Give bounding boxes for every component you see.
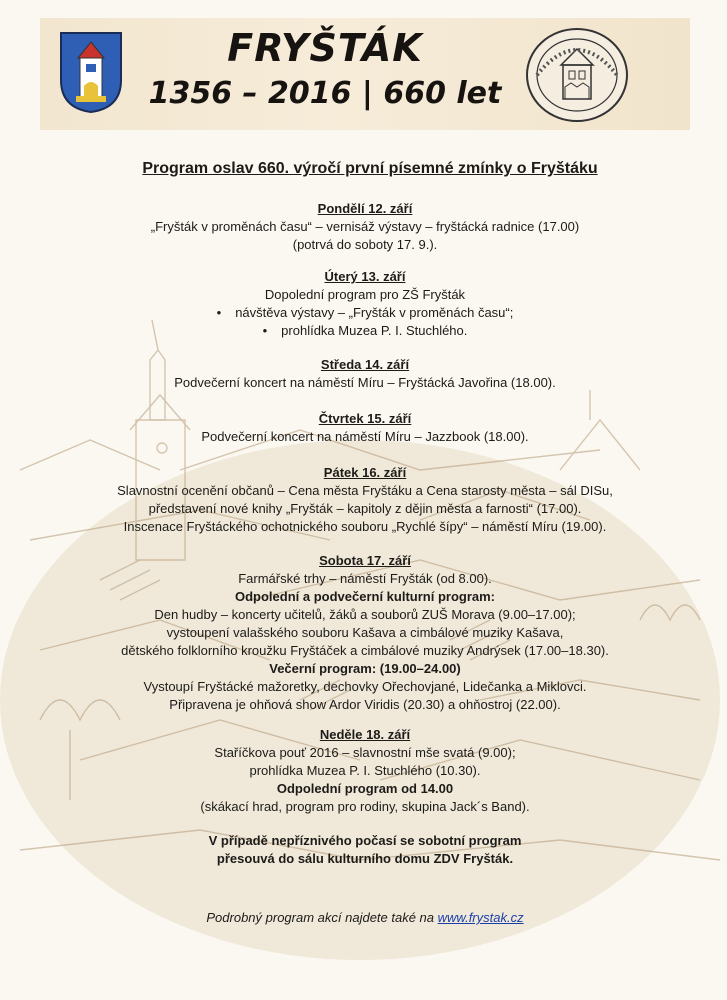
- note-line: přesouvá do sálu kulturního domu ZDV Fryšták.: [216, 851, 514, 866]
- footer-text: Podrobný program akcí najdete také na: [206, 910, 438, 925]
- program-line: [60, 304, 670, 322]
- program-line: Inscenace Fryštáckého ochotnického souboru „Rychlé šípy“ – náměstí Míru (19.00).: [123, 519, 607, 534]
- bullet-text: prohlídka Muzea P. I. Stuchlého.: [281, 323, 468, 338]
- bullet-icon: [217, 305, 236, 320]
- weather-note: [60, 832, 670, 868]
- day-title: Neděle 18. září: [319, 727, 411, 742]
- page-title: FRYŠTÁK: [227, 26, 423, 70]
- day-title: Čtvrtek 15. září: [318, 411, 412, 426]
- day-section: [60, 552, 670, 714]
- program-line: prohlídka Muzea P. I. Stuchlého (10.30).: [249, 763, 481, 778]
- program-subheading: Odpolední a podvečerní kulturní program:: [234, 589, 496, 604]
- day-section: [60, 200, 670, 254]
- footer: [60, 910, 670, 925]
- program-line: Vystoupí Fryštácké mažoretky, dechovky Ořechovjané, Lidečanka a Miklovci.: [143, 679, 587, 694]
- day-section: [60, 356, 670, 392]
- day-title: Pondělí 12. září: [317, 201, 413, 216]
- program-subheading: Odpolední program od 14.00: [276, 781, 454, 796]
- day-section: [60, 410, 670, 446]
- bullet-icon: [263, 323, 282, 338]
- program-line: [60, 322, 670, 340]
- day-title: Středa 14. září: [320, 357, 410, 372]
- program-line: (potrvá do soboty 17. 9.).: [292, 237, 438, 252]
- day-section: [60, 726, 670, 816]
- program-line: Den hudby – koncerty učitelů, žáků a souborů ZUŠ Morava (9.00–17.00);: [154, 607, 576, 622]
- program-line: Podvečerní koncert na náměstí Míru – Jazzbook (18.00).: [201, 429, 529, 444]
- anniversary-years: 1356 – 2016 | 660 let: [148, 76, 502, 111]
- day-title: Úterý 13. září: [324, 269, 406, 284]
- program-line: představení nové knihy „Fryšták – kapitoly z dějin města a farnosti“ (17.00).: [148, 501, 582, 516]
- day-title: Pátek 16. září: [323, 465, 407, 480]
- day-section: [60, 464, 670, 536]
- program-heading: Program oslav 660. výročí první písemné zmínky o Fryštáku: [142, 160, 598, 177]
- program-line: Slavnostní ocenění občanů – Cena města Fryštáku a Cena starosty města – sál DISu,: [117, 483, 613, 498]
- program-line: (skákací hrad, program pro rodiny, skupina Jack´s Band).: [200, 799, 530, 814]
- program-line: Farmářské trhy – náměstí Fryšták (od 8.00).: [238, 571, 492, 586]
- program-line: „Fryšták v proměnách času“ – vernisáž výstavy – fryštácká radnice (17.00): [150, 219, 580, 234]
- note-line: V případě nepříznivého počasí se sobotní program: [208, 833, 522, 848]
- program-line: vystoupení valašského souboru Kašava a cimbálové muziky Kašava,: [166, 625, 564, 640]
- program-line: dětského folklorního kroužku Fryštáček a cimbálové muziky Andrýsek (17.00–18.30).: [121, 643, 609, 658]
- website-link[interactable]: www.frystak.cz: [437, 910, 524, 925]
- program-subheading: Večerní program: (19.00–24.00): [269, 661, 461, 676]
- day-section: [60, 268, 670, 340]
- program-line: Připravena je ohňová show Ardor Viridis (20.30) a ohňostroj (22.00).: [169, 697, 561, 712]
- program-line: Staříčkova pouť 2016 – slavnostní mše svatá (9.00);: [214, 745, 516, 760]
- program-line: Podvečerní koncert na náměstí Míru – Fryštácká Javořina (18.00).: [174, 375, 556, 390]
- bullet-text: návštěva výstavy – „Fryšták v proměnách času“;: [235, 305, 514, 320]
- day-title: Sobota 17. září: [319, 553, 411, 568]
- program-line: Dopolední program pro ZŠ Fryšták: [264, 287, 466, 302]
